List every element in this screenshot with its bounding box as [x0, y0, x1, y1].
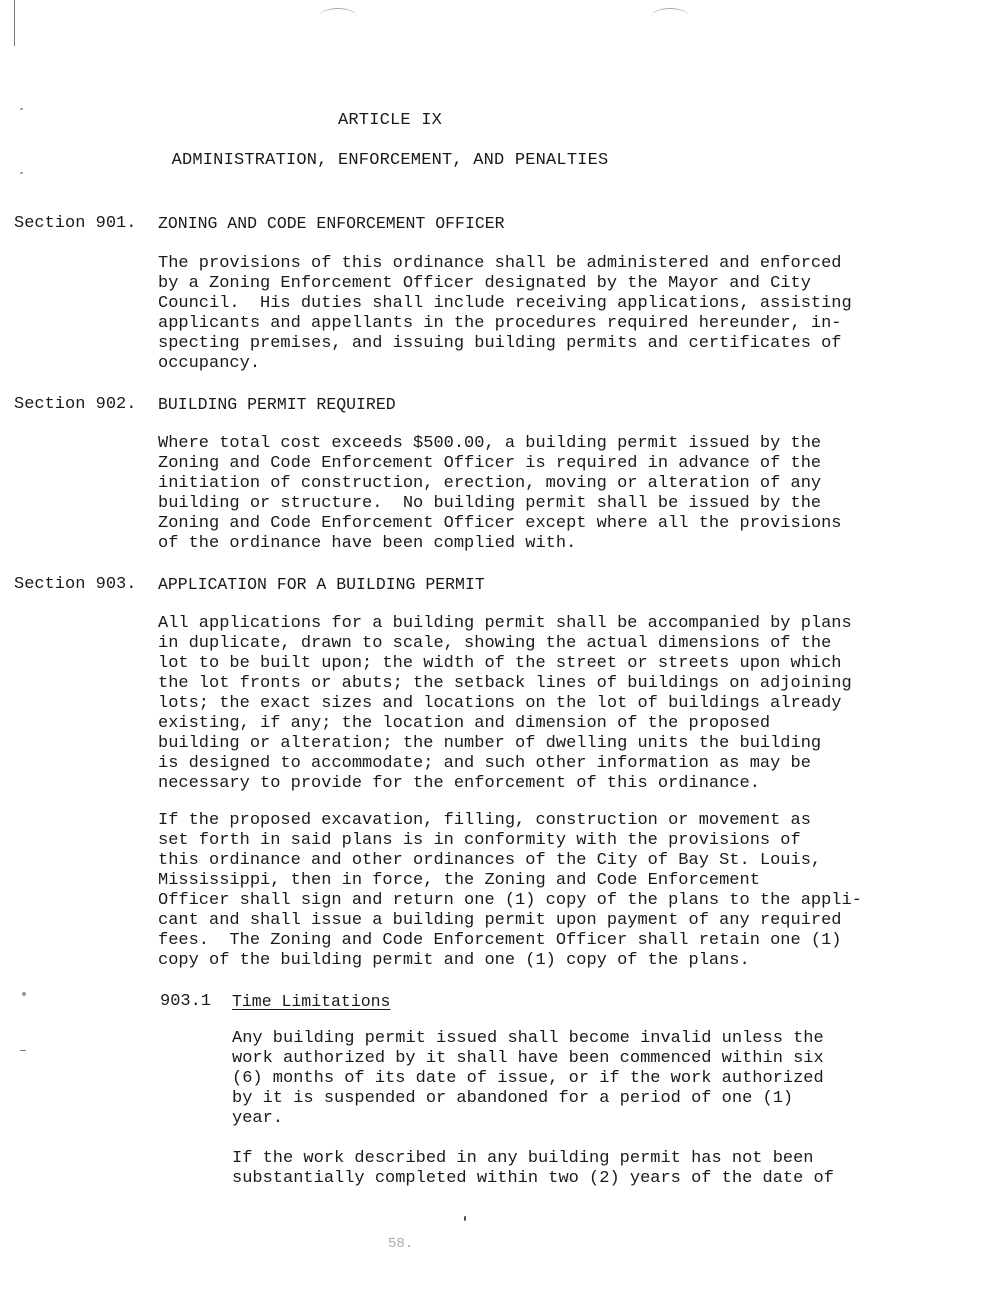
text-line: fees. The Zoning and Code Enforcement Officer shall retain one (1)	[158, 931, 842, 950]
scan-speck	[20, 1050, 26, 1051]
text-line: building or structure. No building permit shall be issued by the	[158, 494, 822, 513]
text-line: Zoning and Code Enforcement Officer is required in advance of the	[158, 454, 822, 473]
section-903-title: APPLICATION FOR A BUILDING PERMIT	[158, 575, 485, 594]
text-line: is designed to accommodate; and such other information as may be	[158, 754, 811, 773]
section-902-paragraph	[158, 434, 858, 554]
text-line: existing, if any; the location and dimension of the proposed	[158, 714, 771, 733]
section-903-paragraph-1	[158, 614, 858, 794]
text-line: initiation of construction, erection, moving or alteration of any	[158, 474, 822, 493]
text-line: in duplicate, drawn to scale, showing the actual dimensions of the	[158, 634, 832, 653]
text-line: lot to be built upon; the width of the street or streets upon which	[158, 654, 842, 673]
scan-speck	[20, 172, 23, 174]
text-line: (6) months of its date of issue, or if the work authorized	[232, 1069, 824, 1088]
scan-speck	[464, 1216, 466, 1221]
text-line: copy of the building permit and one (1) copy of the plans.	[158, 951, 750, 970]
section-903-label: Section 903.	[14, 575, 137, 594]
text-line: building or alteration; the number of dwelling units the building	[158, 734, 822, 753]
text-line: If the work described in any building permit has not been	[232, 1149, 814, 1168]
text-line: occupancy.	[158, 354, 261, 373]
text-line: Where total cost exceeds $500.00, a building permit issued by the	[158, 434, 822, 453]
section-901-label: Section 901.	[14, 214, 137, 233]
text-line: Council. His duties shall include receiving applications, assisting	[158, 294, 852, 313]
scan-artifact-arc	[320, 8, 356, 23]
text-line: set forth in said plans is in conformity with the provisions of	[158, 831, 801, 850]
subsection-903-1-paragraph-2	[232, 1149, 852, 1189]
page-number: 58.	[388, 1236, 414, 1252]
subsection-903-1-label: 903.1	[160, 992, 212, 1011]
text-line: Zoning and Code Enforcement Officer except where all the provisions	[158, 514, 842, 533]
text-line: specting premises, and issuing building permits and certificates of	[158, 334, 842, 353]
text-line: by it is suspended or abandoned for a period of one (1)	[232, 1089, 794, 1108]
text-line: lots; the exact sizes and locations on the lot of buildings already	[158, 694, 842, 713]
scan-artifact-arc	[652, 8, 688, 23]
section-901-paragraph	[158, 254, 858, 374]
text-line: substantially completed within two (2) years of the date of	[232, 1169, 834, 1188]
text-line: The provisions of this ordinance shall be administered and enforced	[158, 254, 842, 273]
text-line: applicants and appellants in the procedures required hereunder, in-	[158, 314, 842, 333]
section-902-title: BUILDING PERMIT REQUIRED	[158, 395, 396, 414]
text-line: Any building permit issued shall become invalid unless the	[232, 1029, 824, 1048]
text-line: this ordinance and other ordinances of the City of Bay St. Louis,	[158, 851, 822, 870]
section-903-paragraph-2	[158, 811, 862, 971]
text-line: year.	[232, 1109, 284, 1128]
text-line: cant and shall issue a building permit upon payment of any required	[158, 911, 842, 930]
scan-speck	[20, 108, 23, 110]
section-901-title: ZONING AND CODE ENFORCEMENT OFFICER	[158, 214, 505, 233]
subsection-903-1-paragraph-1	[232, 1029, 852, 1129]
text-line: If the proposed excavation, filling, construction or movement as	[158, 811, 811, 830]
scan-speck	[22, 992, 26, 996]
text-line: All applications for a building permit shall be accompanied by plans	[158, 614, 852, 633]
text-line: Officer shall sign and return one (1) copy of the plans to the appli-	[158, 891, 862, 910]
article-subheading: ADMINISTRATION, ENFORCEMENT, AND PENALTIES	[171, 151, 609, 170]
text-line: the lot fronts or abuts; the setback lines of buildings on adjoining	[158, 674, 852, 693]
section-902-label: Section 902.	[14, 395, 137, 414]
text-line: of the ordinance have been complied with.	[158, 534, 577, 553]
scan-edge-mark	[14, 0, 15, 46]
subsection-903-1-title: Time Limitations	[232, 992, 391, 1011]
article-heading: ARTICLE IX	[337, 111, 443, 130]
text-line: Mississippi, then in force, the Zoning and Code Enforcement	[158, 871, 760, 890]
text-line: necessary to provide for the enforcement of this ordinance.	[158, 774, 760, 793]
text-line: work authorized by it shall have been commenced within six	[232, 1049, 824, 1068]
text-line: by a Zoning Enforcement Officer designated by the Mayor and City	[158, 274, 811, 293]
